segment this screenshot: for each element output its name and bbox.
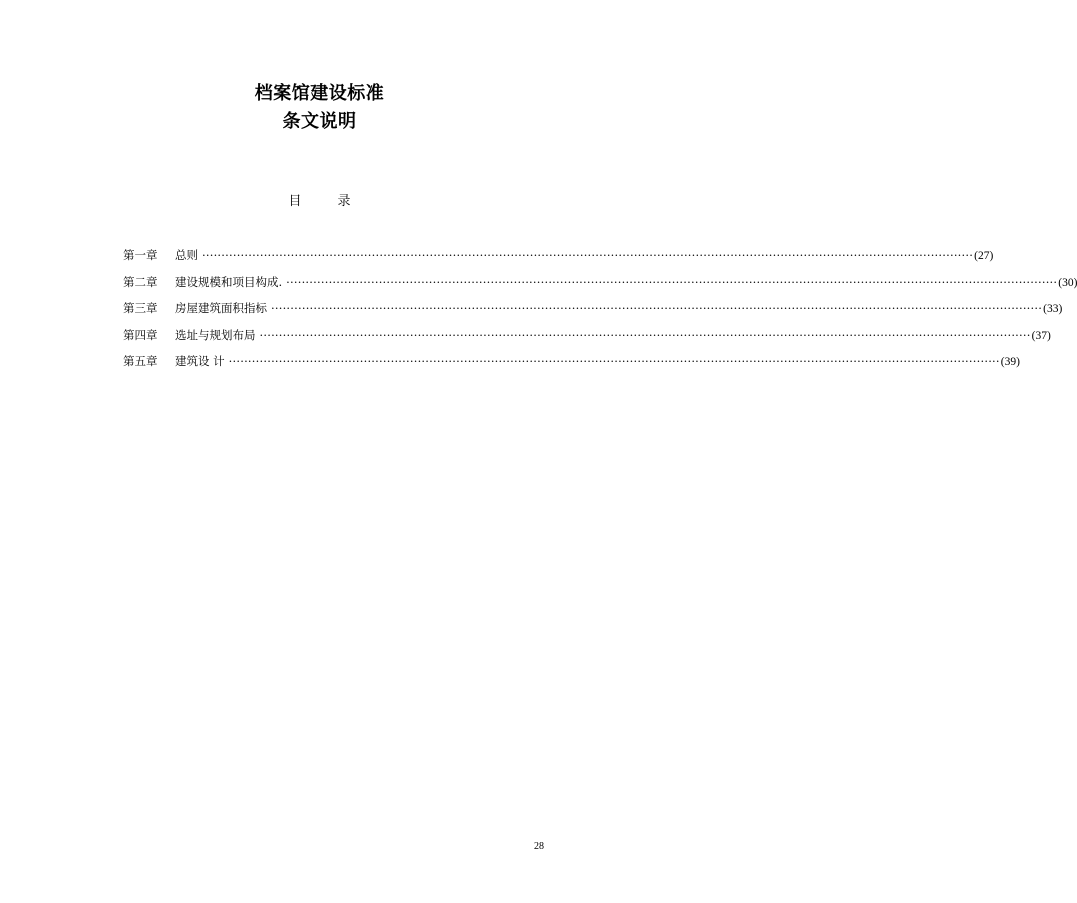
toc-dot-leader: ········································································································································································································ <box>259 327 1031 342</box>
toc-entry-4[interactable] <box>123 327 1051 354</box>
document-title-line-2: 条文说明 <box>282 111 357 132</box>
toc-dot-leader: ········································································································································································································ <box>228 354 1000 368</box>
toc-heading-char-2: 录 <box>337 194 351 209</box>
toc-page-ref: (30) <box>1058 276 1077 289</box>
toc-entry-5[interactable] <box>123 353 1020 380</box>
toc-chapter-title: 建设规模和项目构成. <box>175 274 283 289</box>
toc-chapter-title: 房屋建筑面积指标 <box>175 301 267 315</box>
toc-entry-2[interactable] <box>123 274 1077 301</box>
toc-page-ref: (39) <box>1000 356 1020 368</box>
toc-heading <box>0 193 639 211</box>
toc-entry-1[interactable] <box>123 247 994 274</box>
toc-heading-char-1: 目 <box>288 194 302 209</box>
toc-dot-leader: ········································································································································································································ <box>286 274 1058 289</box>
page-number: 28 <box>534 841 544 852</box>
document-title-line-1: 档案馆建设标准 <box>254 83 385 104</box>
toc-chapter-label: 第四章 <box>123 327 158 342</box>
toc-chapter-label: 第二章 <box>123 274 158 289</box>
table-of-contents <box>123 247 1077 380</box>
toc-page-ref: (37) <box>1031 329 1051 342</box>
toc-chapter-label: 第三章 <box>123 301 158 315</box>
toc-dot-leader: ········································································································································································································ <box>202 248 974 262</box>
toc-chapter-label: 第五章 <box>123 354 158 368</box>
toc-chapter-title: 选址与规划布局 <box>175 327 256 342</box>
toc-chapter-label: 第一章 <box>123 248 158 262</box>
toc-dot-leader: ········································································································································································································ <box>271 301 1043 315</box>
toc-chapter-title: 建筑设 计 <box>175 354 225 368</box>
toc-page-ref: (33) <box>1043 303 1063 315</box>
toc-page-ref: (27) <box>974 250 994 262</box>
toc-chapter-title: 总则 <box>175 248 198 262</box>
toc-entry-3[interactable] <box>123 300 1063 327</box>
